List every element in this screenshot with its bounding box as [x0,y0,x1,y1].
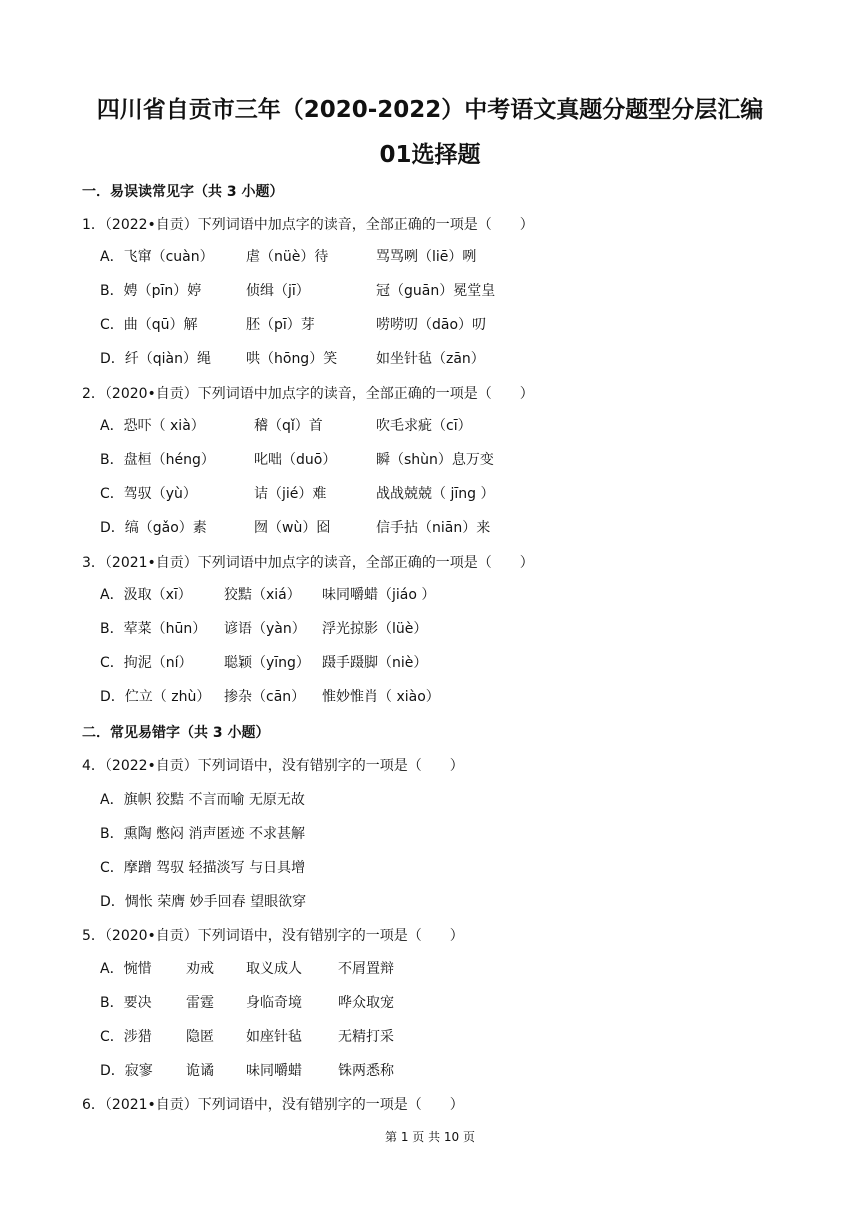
q1-option-c-1: C．曲（qū）解 [100,317,198,333]
q3-option-b-1: B．荤菜（hūn） [100,621,207,637]
q2-option-d-1: D．缟（gǎo）素 [100,520,207,536]
q5-option-c-1: C．涉猎 [100,1029,152,1045]
q3-option-d-1: D．伫立（ zhù） [100,689,211,705]
q1-option-b-3: 冠（guān）冕堂皇 [376,283,496,299]
q3-option-c-1: C．拘泥（ní） [100,655,193,671]
q1-option-d-1: D．纤（qiàn）绳 [100,351,212,367]
q3-option-a-2: 狡黠（xiá） [224,587,301,603]
q5-option-b-2: 雷霆 [186,995,214,1011]
q3-option-c-3: 蹑手蹑脚（niè） [322,655,428,671]
q3-option-c-2: 聪颖（yīng） [224,655,310,671]
section-heading-1: 一．易误读常见字（共 3 小题） [82,184,284,200]
q3-option-b-3: 浮光掠影（lüè） [322,621,428,637]
q5-option-b-3: 身临奇境 [246,995,302,1011]
q3-option-b-2: 谚语（yàn） [224,621,306,637]
q3-option-d-3: 惟妙惟肖（ xiào） [322,689,440,705]
q5-option-a-4: 不屑置辩 [338,961,394,977]
question-5-stem: 5．（2020•自贡）下列词语中，没有错别字的一项是（ ） [82,928,464,944]
q1-option-d-2: 哄（hōng）笑 [246,351,338,367]
q2-option-c-3: 战战兢兢（ jīng ） [376,486,495,502]
q5-option-b-4: 哗众取宠 [338,995,394,1011]
q2-option-a-2: 稽（qǐ）首 [254,418,323,434]
q1-option-c-2: 胚（pī）芽 [246,317,315,333]
section-heading-2: 二．常见易错字（共 3 小题） [82,725,270,741]
q2-option-a-1: A．恐吓（ xià） [100,418,205,434]
q1-option-c-3: 唠唠叨（dāo）叨 [376,317,487,333]
q1-option-b-1: B．娉（pīn）婷 [100,283,202,299]
q4-option-d: D．惆怅 荣膺 妙手回春 望眼欲穿 [100,894,307,910]
q5-option-d-1: D．寂寥 [100,1063,153,1079]
q2-option-a-3: 吹毛求疵（cī） [376,418,472,434]
document-title-line1: 四川省自贡市三年（2020-2022）中考语文真题分题型分层汇编 [96,97,764,123]
question-3-stem: 3．（2021•自贡）下列词语中加点字的读音，全部正确的一项是（ ） [82,555,534,571]
q5-option-d-4: 铢两悉称 [338,1063,394,1079]
q1-option-a-1: A．飞窜（cuàn） [100,249,214,265]
q1-option-a-2: 虐（nüè）待 [246,249,329,265]
q5-option-a-2: 劝戒 [186,961,214,977]
q5-option-d-3: 味同嚼蜡 [246,1063,302,1079]
q2-option-c-2: 诘（jié）难 [254,486,327,502]
q2-option-b-3: 瞬（shùn）息万变 [376,452,494,468]
q2-option-b-1: B．盘桓（héng） [100,452,215,468]
q2-option-b-2: 叱咄（duō） [254,452,337,468]
q5-option-a-3: 取义成人 [246,961,302,977]
q1-option-b-2: 侦缉（jī） [246,283,310,299]
q3-option-a-3: 味同嚼蜡（jiáo ） [322,587,436,603]
q3-option-a-1: A．汲取（xī） [100,587,192,603]
q4-option-b: B．熏陶 憋闷 消声匿迹 不求甚解 [100,826,305,842]
q5-option-c-4: 无精打采 [338,1029,394,1045]
question-2-stem: 2．（2020•自贡）下列词语中加点字的读音，全部正确的一项是（ ） [82,386,534,402]
q4-option-a: A．旗帜 狡黠 不言而喻 无原无故 [100,792,305,808]
q2-option-d-2: 囫（wù）囵 [254,520,331,536]
q1-option-a-3: 骂骂咧（liē）咧 [376,249,477,265]
q2-option-c-1: C．驾驭（yù） [100,486,197,502]
q2-option-d-3: 信手拈（niān）来 [376,520,491,536]
document-title-line2: 01选择题 [379,142,481,168]
q5-option-b-1: B．要决 [100,995,152,1011]
question-6-stem: 6．（2021•自贡）下列词语中，没有错别字的一项是（ ） [82,1097,464,1113]
page-footer: 第 1 页 共 10 页 [385,1130,475,1144]
q5-option-c-2: 隐匿 [186,1029,214,1045]
q5-option-a-1: A．惋惜 [100,961,152,977]
q3-option-d-2: 掺杂（cān） [224,689,306,705]
q4-option-c: C．摩蹭 驾驭 轻描淡写 与日具增 [100,860,306,876]
q1-option-d-3: 如坐针毡（zān） [376,351,485,367]
question-4-stem: 4．（2022•自贡）下列词语中，没有错别字的一项是（ ） [82,758,464,774]
q5-option-d-2: 诡谲 [186,1063,214,1079]
q5-option-c-3: 如座针毡 [246,1029,302,1045]
question-1-stem: 1．（2022•自贡）下列词语中加点字的读音，全部正确的一项是（ ） [82,217,534,233]
